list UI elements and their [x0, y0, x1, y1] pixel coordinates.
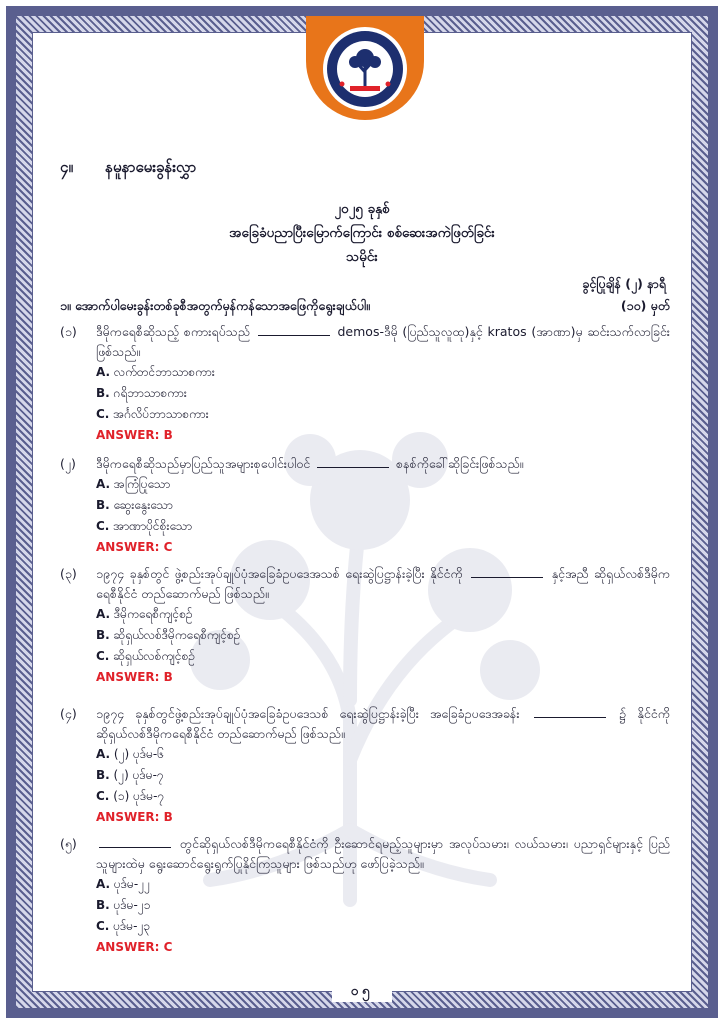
- option-text: ပုဒ်မ-၂၂: [113, 877, 150, 891]
- option-b: [96, 383, 670, 404]
- question-text-part-b: demos-ဒီမို (ပြည်သူလူထု)နှင့် kratos (အာဏာ)မှ ဆင်းသက်လာခြင်းဖြစ်သည်။: [96, 324, 670, 359]
- option-letter: A.: [96, 607, 111, 621]
- instruction-line: [60, 298, 670, 317]
- option-a: [96, 474, 670, 495]
- question-2: [60, 454, 670, 558]
- question-1: [60, 322, 670, 446]
- question-5: [60, 834, 670, 958]
- answer-blank: [317, 455, 389, 468]
- option-letter: C.: [96, 919, 110, 933]
- question-number: (၅): [60, 836, 77, 851]
- option-b: [96, 625, 670, 646]
- answer-blank: [471, 565, 543, 578]
- option-text: ဂရိဘာသာစကား: [113, 386, 187, 400]
- answer-key: ANSWER: B: [96, 670, 173, 684]
- answer-blank: [99, 835, 171, 848]
- question-text-part-b: ၌ နိုင်ငံကို ဆိုရှယ်လစ်ဒီမိုကရေစီနိုင်ငံ တည်ဆောက်မည် ဖြစ်သည်။: [96, 706, 670, 741]
- option-b: [96, 765, 670, 786]
- option-text: (၂) ပုဒ်မ-၇: [113, 768, 164, 782]
- question-text: [96, 322, 670, 362]
- ministry-seal-icon: [322, 26, 408, 112]
- question-text: [96, 564, 670, 604]
- exam-title: အခြေခံပညာပြီးမြောက်ကြောင်း စစ်ဆေးအကဲဖြတ်ခြင်း: [229, 225, 495, 241]
- option-text: ပုဒ်မ-၂၃: [113, 919, 151, 933]
- exam-subject: သမိုင်း: [346, 249, 378, 265]
- question-text-part-b: နှင့်အညီ ဆိုရှယ်လစ်ဒီမိုကရေစီနိုင်ငံ တည်ဆောက်မည် ဖြစ်သည်။: [96, 566, 670, 601]
- option-letter: B.: [96, 386, 110, 400]
- option-a: [96, 362, 670, 383]
- question-number: (၁): [60, 324, 77, 339]
- option-letter: C.: [96, 789, 110, 803]
- option-text: (၁) ပုဒ်မ-၇: [113, 789, 165, 803]
- exam-year: ၂၀၂၅ ခုနှစ်: [334, 201, 390, 217]
- section-title: နမူနာမေးခွန်းလွှာ: [105, 158, 197, 176]
- question-4: [60, 704, 670, 828]
- question-number: (၂): [60, 456, 76, 471]
- option-c: [96, 786, 670, 807]
- option-text: (၂) ပုဒ်မ-၆: [113, 747, 165, 761]
- option-letter: B.: [96, 898, 110, 912]
- question-text-part-a: ဒီမိုကရေစီဆိုသည့် စကားရပ်သည်: [96, 324, 250, 339]
- option-text: အာဏာပိုင်စိုးသော: [113, 519, 193, 533]
- question-text: [96, 454, 670, 474]
- option-text: ပုဒ်မ-၂၁: [113, 898, 151, 912]
- question-text-part-a: ဒီမိုကရေစီဆိုသည်မှာပြည်သူအများစုပေါင်းပါဝင်: [96, 456, 311, 471]
- section-number: ၄။: [60, 158, 73, 176]
- option-text: အကြံပြုသော: [113, 477, 171, 491]
- answer-key: ANSWER: C: [96, 540, 173, 554]
- option-a: [96, 604, 670, 625]
- option-b: [96, 495, 670, 516]
- option-b: [96, 895, 670, 916]
- section-heading: [60, 158, 196, 180]
- option-letter: A.: [96, 477, 111, 491]
- option-text: ဆိုရှယ်လစ်ဒီမိုကရေစီကျင့်စဉ်: [113, 628, 241, 642]
- option-c: [96, 516, 670, 537]
- page-number: ၀၅: [332, 982, 392, 1002]
- answer-blank: [258, 323, 330, 336]
- question-number: (၄): [60, 706, 77, 721]
- option-letter: A.: [96, 877, 111, 891]
- answer-key: ANSWER: B: [96, 428, 173, 442]
- question-text-part-b: တွင်ဆိုရှယ်လစ်ဒီမိုကရေစီနိုင်ငံကို ဦးဆောင်ရမည့်သူများမှာ အလုပ်သမား၊ လယ်သမား၊ ပညာရှင်များနှင့် ပြည်သူများထဲမှ ရွေးဆောင်ရွေးရွက်ပြုနိုင်ကြသူများ ဖြစ်သည်ဟု ဖော်ပြခဲ့သည်။: [96, 836, 670, 871]
- time-allowed: ခွင့်ပြုချိန် (၂) နာရီ: [582, 276, 666, 291]
- option-text: အင်္ဂလိပ်ဘာသာစကား: [113, 407, 209, 421]
- answer-key: ANSWER: B: [96, 810, 173, 824]
- question-text-part-a: ၁၉၇၄ ခုနှစ်တွင် ဖွဲ့စည်းအုပ်ချုပ်ပုံအခြေခံဥပဒေအသစ် ရေးဆွဲပြဋ္ဌာန်းခဲ့ပြီး နိုင်ငံကို: [96, 566, 463, 581]
- option-letter: A.: [96, 747, 111, 761]
- question-number: (၃): [60, 566, 77, 581]
- marks-label: (၁၀) မှတ်: [620, 298, 670, 313]
- question-text: [96, 834, 670, 874]
- option-text: ဒီမိုကရေစီကျင့်စဉ်: [113, 607, 193, 621]
- option-c: [96, 404, 670, 425]
- option-letter: C.: [96, 519, 110, 533]
- option-a: [96, 744, 670, 765]
- option-text: ဆွေးနွေးသော: [113, 498, 173, 512]
- option-letter: A.: [96, 365, 111, 379]
- option-letter: B.: [96, 498, 110, 512]
- option-letter: B.: [96, 628, 110, 642]
- option-letter: B.: [96, 768, 110, 782]
- option-a: [96, 874, 670, 895]
- option-c: [96, 916, 670, 937]
- answer-blank: [534, 705, 606, 718]
- instruction-text: ၁။ အောက်ပါမေးခွန်းတစ်ခုစီအတွက်မှန်ကန်သောအဖြေကိုရွေးချယ်ပါ။: [60, 298, 370, 313]
- option-letter: C.: [96, 649, 110, 663]
- option-c: [96, 646, 670, 667]
- question-3: [60, 564, 670, 688]
- option-text: လက်တင်ဘာသာစကား: [113, 365, 215, 379]
- answer-key: ANSWER: C: [96, 940, 173, 954]
- question-text-part-a: ၁၉၇၄ ခုနှစ်တွင်ဖွဲ့စည်းအုပ်ချုပ်ပုံအခြေခံဥပဒေသစ် ရေးဆွဲပြဋ္ဌာန်းခဲ့ပြီး အခြေခံဥပဒေအခန်း: [96, 706, 520, 721]
- question-text-part-b: စနစ်ကိုခေါ်ဆိုခြင်းဖြစ်သည်။: [396, 456, 524, 471]
- option-text: ဆိုရှယ်လစ်ကျင့်စဉ်: [113, 649, 196, 663]
- option-letter: C.: [96, 407, 110, 421]
- question-text: [96, 704, 670, 744]
